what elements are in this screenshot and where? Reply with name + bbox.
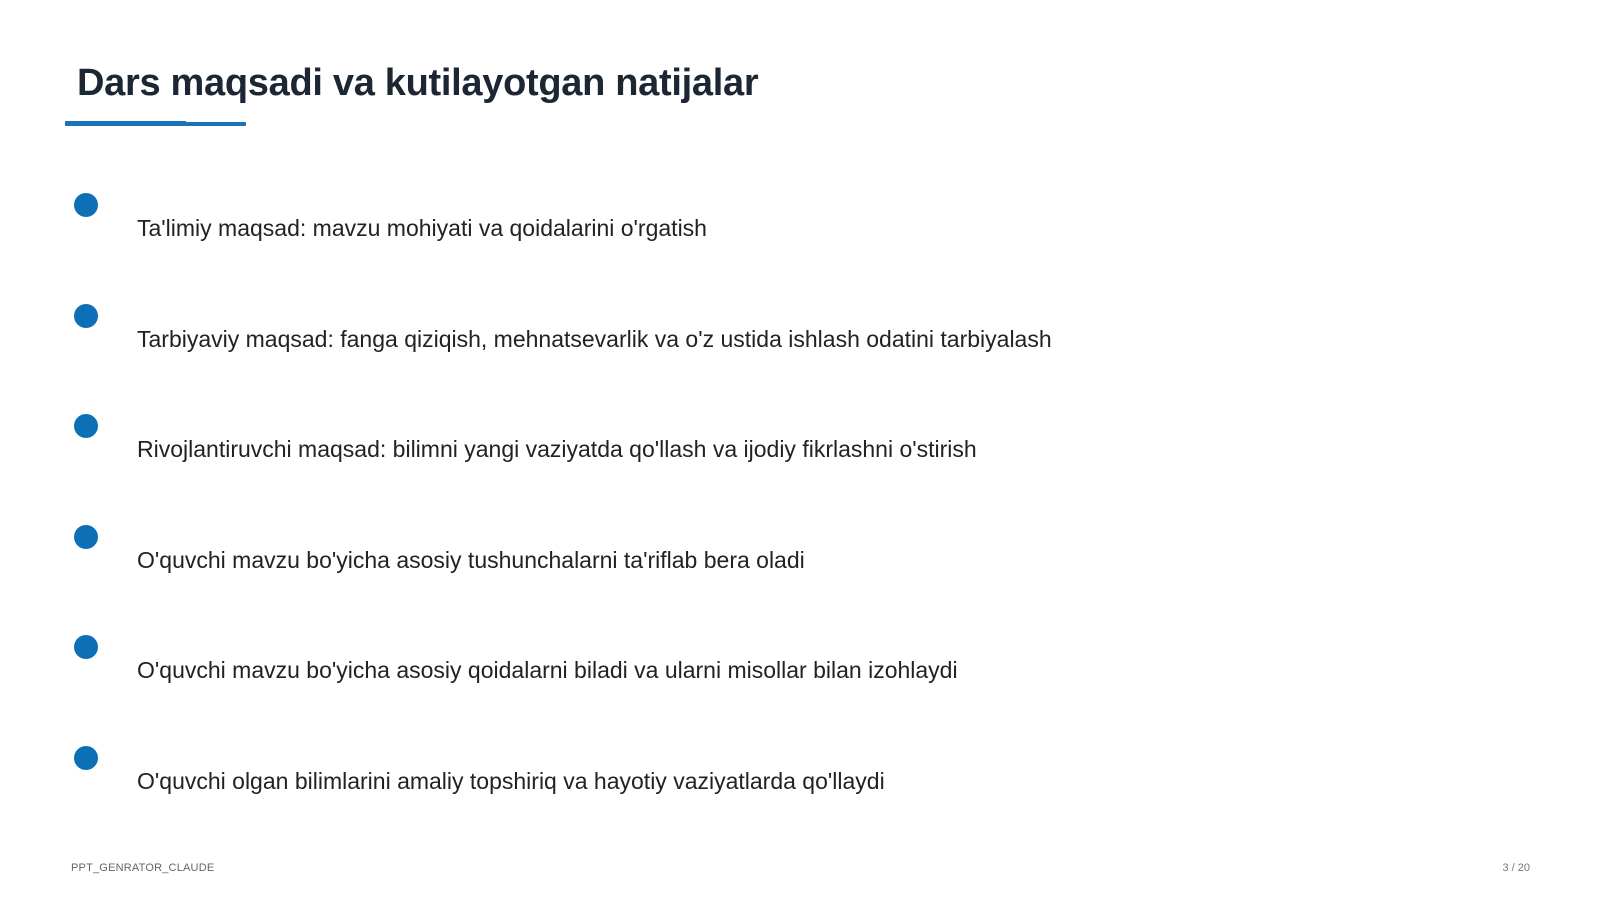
bullet-dot-icon [74,304,98,328]
title-underline-accent [65,121,186,123]
bullet-dot-icon [74,635,98,659]
list-item [0,414,1500,474]
bullet-dot-icon [74,525,98,549]
bullet-dot-icon [74,193,98,217]
list-item-text: Tarbiyaviy maqsad: fanga qiziqish, mehnatsevarlik va o'z ustida ishlash odatini tarbiyalash [137,326,1052,352]
list-item [0,635,1500,695]
list-item-text: O'quvchi mavzu bo'yicha asosiy tushunchalarni ta'riflab bera oladi [137,547,805,573]
list-item [0,525,1500,585]
list-item-text: Rivojlantiruvchi maqsad: bilimni yangi vaziyatda qo'llash va ijodiy fikrlashni o'stirish [137,436,977,462]
title-underline [65,122,246,126]
slide-title: Dars maqsadi va kutilayotgan natijalar [77,62,759,104]
list-item-text: Ta'limiy maqsad: mavzu mohiyati va qoidalarini o'rgatish [137,215,707,241]
bullet-dot-icon [74,414,98,438]
page-number: 3 / 20 [1502,862,1530,874]
list-item [0,193,1500,253]
list-item-text: O'quvchi olgan bilimlarini amaliy topshiriq va hayotiy vaziyatlarda qo'llaydi [137,768,885,794]
bullet-dot-icon [74,746,98,770]
list-item [0,746,1500,806]
list-item-text: O'quvchi mavzu bo'yicha asosiy qoidalarni biladi va ularni misollar bilan izohlaydi [137,657,958,683]
list-item [0,304,1500,364]
footer-source-label: PPT_GENRATOR_CLAUDE [71,862,215,874]
